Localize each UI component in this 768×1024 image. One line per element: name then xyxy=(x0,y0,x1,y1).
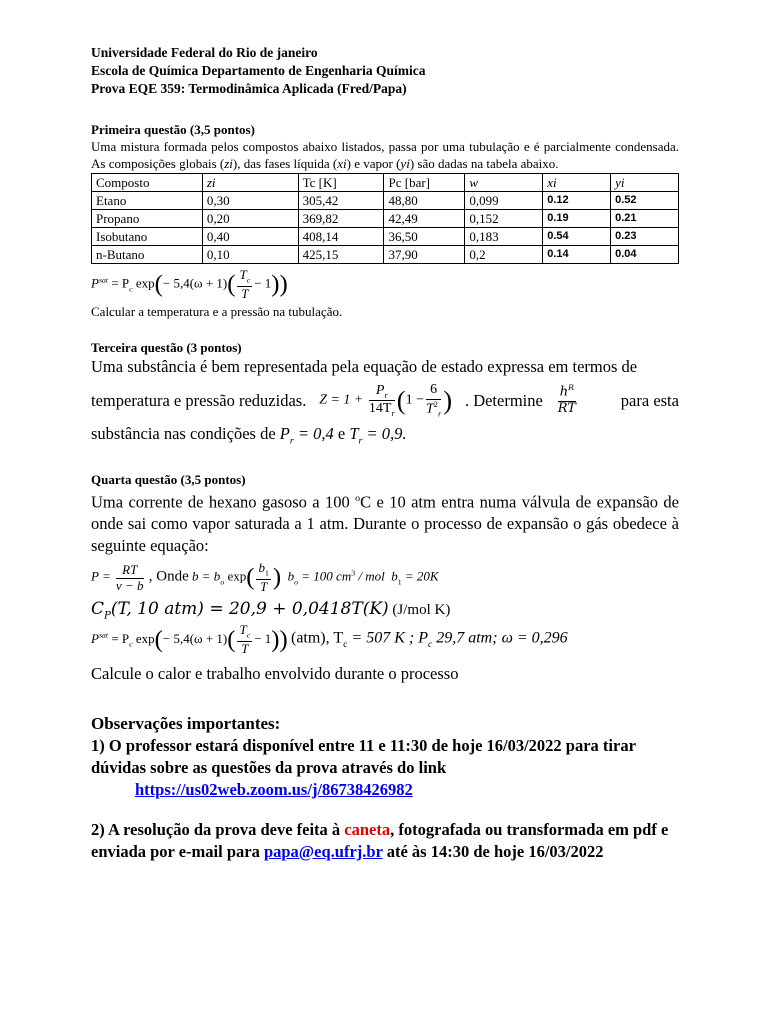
cp-equation: $C_P(T$, 10 atm) = 20,9 + 0,0418T(K) (J/mol K) xyxy=(91,598,451,622)
table-cell: 0,2 xyxy=(465,246,543,264)
table-cell: 0.23 xyxy=(611,228,679,246)
table-cell: 0.21 xyxy=(611,210,679,228)
psat-equation: $P^{sat} = P_c$ exp(− 5,4(ω + 1)( $\frac{T_c}{T}$ − 1)) xyxy=(91,267,288,301)
table-cell: 0,152 xyxy=(465,210,543,228)
table-row xyxy=(92,228,679,246)
table-cell: 0.12 xyxy=(543,192,611,210)
table-cell: 36,50 xyxy=(384,228,465,246)
table-cell: 305,42 xyxy=(298,192,384,210)
table-cell: 408,14 xyxy=(298,228,384,246)
observations xyxy=(91,713,679,863)
table-cell: 48,80 xyxy=(384,192,465,210)
question-1-text: Uma mistura formada pelos compostos abaixo listados, passa por uma tubulação e é parcialmente condensada. As composições globais (zi), das fases líquida (xi) e vapor (yi) são dadas na tabela abaixo. xyxy=(91,139,679,171)
table-cell: 0,40 xyxy=(202,228,298,246)
header-cell: yi xyxy=(611,174,679,192)
exam-title: Prova EQE 359: Termodinâmica Aplicada (Fred/Papa) xyxy=(91,81,407,96)
table-header-row xyxy=(92,174,679,192)
caneta-highlight: caneta xyxy=(344,819,391,839)
question-4-title: Quarta questão (3,5 pontos) xyxy=(91,471,246,487)
table-cell: 0,10 xyxy=(202,246,298,264)
table-cell: 0.52 xyxy=(611,192,679,210)
question-3-eq-line: temperatura e pressão reduzidas. Z = 1 + $\frac{P_r}{14T_r}$ (1 − $\frac{6}{T^2_r}$ ) . Determine $\frac{h^R}{RT}$ para esta xyxy=(91,382,679,419)
table-cell: 0,30 xyxy=(202,192,298,210)
table-cell: 0,20 xyxy=(202,210,298,228)
header-cell: zi xyxy=(202,174,298,192)
header-cell: Pc [bar] xyxy=(384,174,465,192)
header-cell: w xyxy=(465,174,543,192)
question-1-ask: Calcular a temperatura e a pressão na tubulação. xyxy=(91,304,343,320)
question-1 xyxy=(91,122,679,320)
header xyxy=(91,44,679,98)
table-cell: 0.04 xyxy=(611,246,679,264)
table-cell: Propano xyxy=(92,210,203,228)
zoom-link-row xyxy=(91,779,679,801)
table-row xyxy=(92,192,679,210)
email-link[interactable]: papa@eq.ufrj.br xyxy=(263,841,383,861)
table-cell: 0.14 xyxy=(543,246,611,264)
question-1-title: Primeira questão (3,5 pontos) xyxy=(91,122,255,137)
table-cell: 369,82 xyxy=(298,210,384,228)
question-3-title: Terceira questão (3 pontos) xyxy=(91,340,242,356)
table-cell: 0,183 xyxy=(465,228,543,246)
table-row xyxy=(92,210,679,228)
zoom-link[interactable]: https://us02web.zoom.us/j/86738426982 xyxy=(135,779,413,799)
table-cell: 0,099 xyxy=(465,192,543,210)
question-4 xyxy=(91,472,679,685)
question-3 xyxy=(91,340,679,452)
table-row xyxy=(92,246,679,264)
exam-page xyxy=(91,44,679,863)
composition-table xyxy=(91,173,679,264)
observations-title: Observações importantes: xyxy=(91,713,281,733)
university-name: Universidade Federal do Rio de janeiro xyxy=(91,45,318,60)
observation-2: 2) A resolução da prova deve feita à caneta, fotografada ou transformada em pdf e enviada por e-mail para papa@eq.ufrj.br até às 14:30 de hoje 16/03/2022 xyxy=(91,819,669,861)
eos-equation: P = $\frac{RT}{v - b}$ , Onde $b = b_o$ exp( $\frac{b_1}{T}$ ) $b_o = 100$ $cm^3$ / mol $b_1 = 20K$ xyxy=(91,560,439,595)
table-cell: 425,15 xyxy=(298,246,384,264)
header-cell: xi xyxy=(543,174,611,192)
question-4-ask: Calcule o calor e trabalho envolvido durante o processo xyxy=(91,663,459,683)
table-cell: Isobutano xyxy=(92,228,203,246)
question-4-text: Uma corrente de hexano gasoso a 100 $^o$C e 10 atm entra numa válvula de expansão de onde sai como vapor saturada a 1 atm. Durante o processo de expansão o gás obedece à seguinte equação: xyxy=(91,492,679,556)
school-name: Escola de Química Departamento de Engenharia Química xyxy=(91,63,426,78)
psat-equation-2: $P^{sat} = P_c$ exp(− 5,4(ω + 1)( $\frac{T_c}{T}$ − 1)) (atm), $T_c = 507$ K ; $P_c$ 29,7 atm; ω = 0,296 xyxy=(91,622,568,656)
question-3-line1: Uma substância é bem representada pela equação de estado expressa em termos de xyxy=(91,357,638,377)
observation-1: 1) O professor estará disponível entre 11 e 11:30 de hoje 16/03/2022 para tirar dúvidas sobre as questões da prova através do link xyxy=(91,735,636,777)
table-cell: 0.19 xyxy=(543,210,611,228)
question-3-line3: substância nas condições de $P_r = 0,4$ e $T_r = 0,9$. xyxy=(91,423,407,446)
hr-rt-fraction: $\frac{h^R}{RT}$ xyxy=(557,383,576,416)
z-equation: Z = 1 + $\frac{P_r}{14T_r}$ (1 − $\frac{6}{T^2_r}$ ) xyxy=(319,382,453,419)
table-cell: 0.54 xyxy=(543,228,611,246)
table-cell: Etano xyxy=(92,192,203,210)
header-cell: Composto xyxy=(92,174,203,192)
header-cell: Tc [K] xyxy=(298,174,384,192)
table-cell: 42,49 xyxy=(384,210,465,228)
table-cell: 37,90 xyxy=(384,246,465,264)
table-cell: n-Butano xyxy=(92,246,203,264)
